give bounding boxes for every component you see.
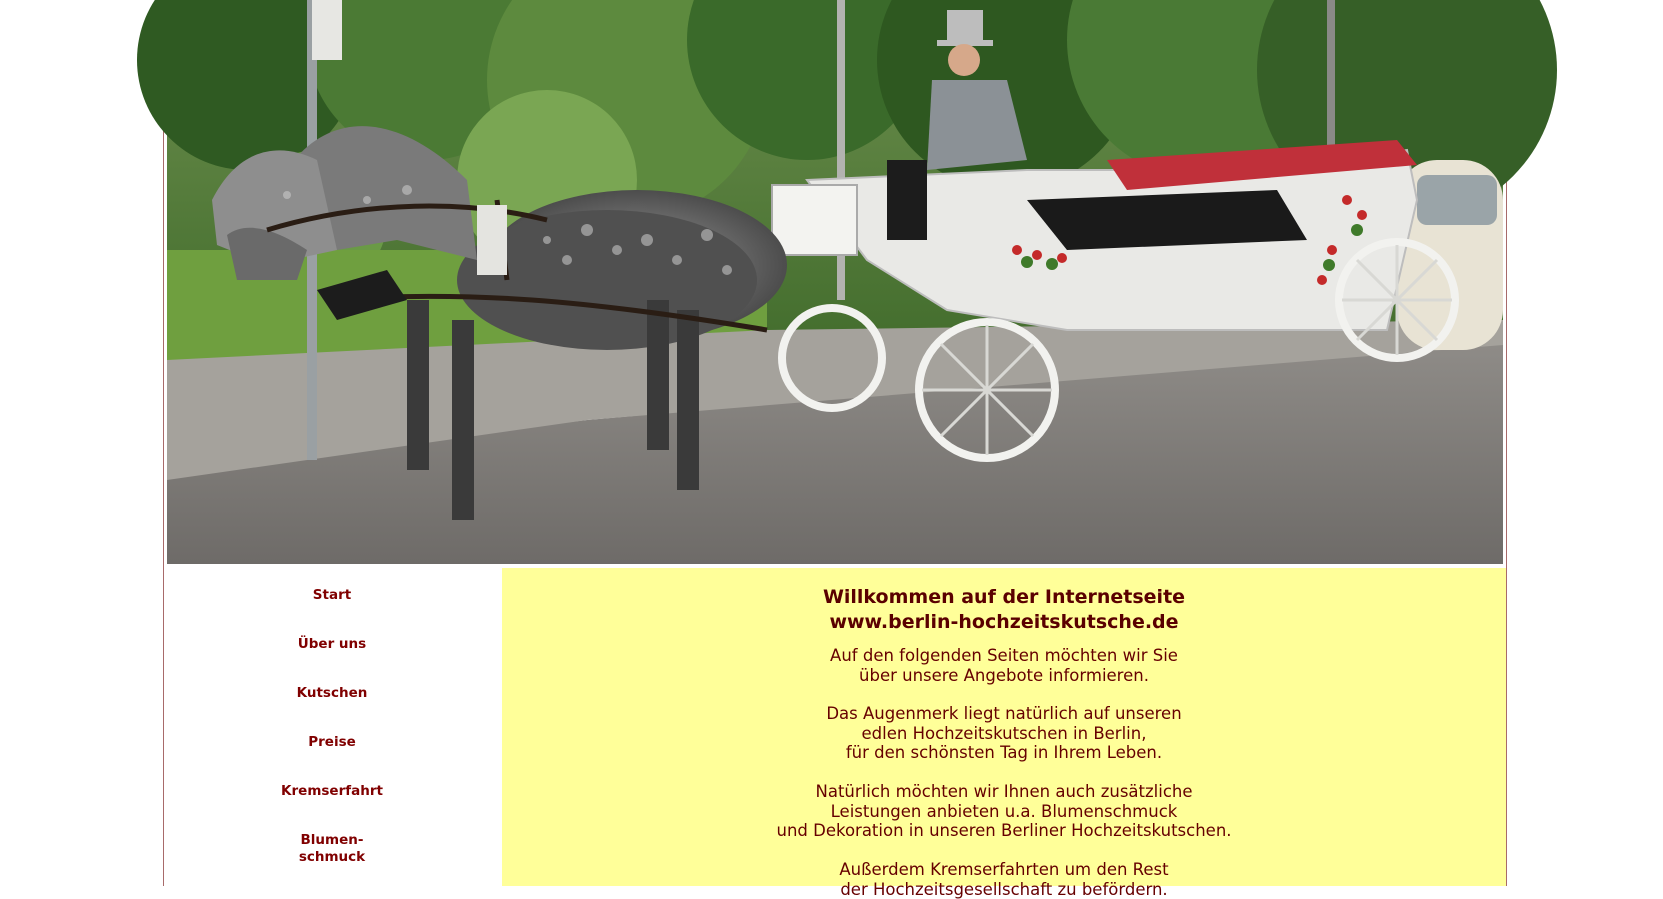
nav-blumenschmuck[interactable] <box>164 832 500 866</box>
services-paragraph <box>502 782 1506 841</box>
text-line: über unsere Angebote informieren. <box>502 666 1506 686</box>
nav-ueber-uns[interactable]: Über uns <box>164 636 500 653</box>
text-line: edlen Hochzeitskutschen in Berlin, <box>502 724 1506 744</box>
text-line: Das Augenmerk liegt natürlich auf unseren <box>502 704 1506 724</box>
text-line: Auf den folgenden Seiten möchten wir Sie <box>502 646 1506 666</box>
intro-paragraph <box>502 646 1506 685</box>
nav-kremserfahrt[interactable]: Kremserfahrt <box>164 783 500 800</box>
nav-kutschen[interactable]: Kutschen <box>164 685 500 702</box>
text-line: Natürlich möchten wir Ihnen auch zusätzliche <box>502 782 1506 802</box>
sidebar-nav <box>164 568 500 886</box>
nav-blumenschmuck-line1: Blumen- <box>164 832 500 849</box>
text-line: für den schönsten Tag in Ihrem Leben. <box>502 743 1506 763</box>
welcome-title: Willkommen auf der Internetseite <box>502 585 1506 610</box>
text-line: und Dekoration in unseren Berliner Hochzeitskutschen. <box>502 821 1506 841</box>
text-line: der Hochzeitsgesellschaft zu befördern. <box>502 880 1506 899</box>
content-panel <box>502 568 1506 886</box>
site-url: www.berlin-hochzeitskutsche.de <box>502 610 1506 635</box>
text-line: Außerdem Kremserfahrten um den Rest <box>502 860 1506 880</box>
horse-carriage-photo <box>167 0 1503 564</box>
nav-preise[interactable]: Preise <box>164 734 500 751</box>
header-photo <box>167 0 1503 564</box>
nav-start[interactable]: Start <box>164 587 500 604</box>
nav-blumenschmuck-line2: schmuck <box>164 849 500 866</box>
kremser-paragraph <box>502 860 1506 899</box>
focus-paragraph <box>502 704 1506 763</box>
welcome-heading <box>502 585 1506 635</box>
text-line: Leistungen anbieten u.a. Blumenschmuck <box>502 802 1506 822</box>
page-frame <box>163 0 1507 886</box>
